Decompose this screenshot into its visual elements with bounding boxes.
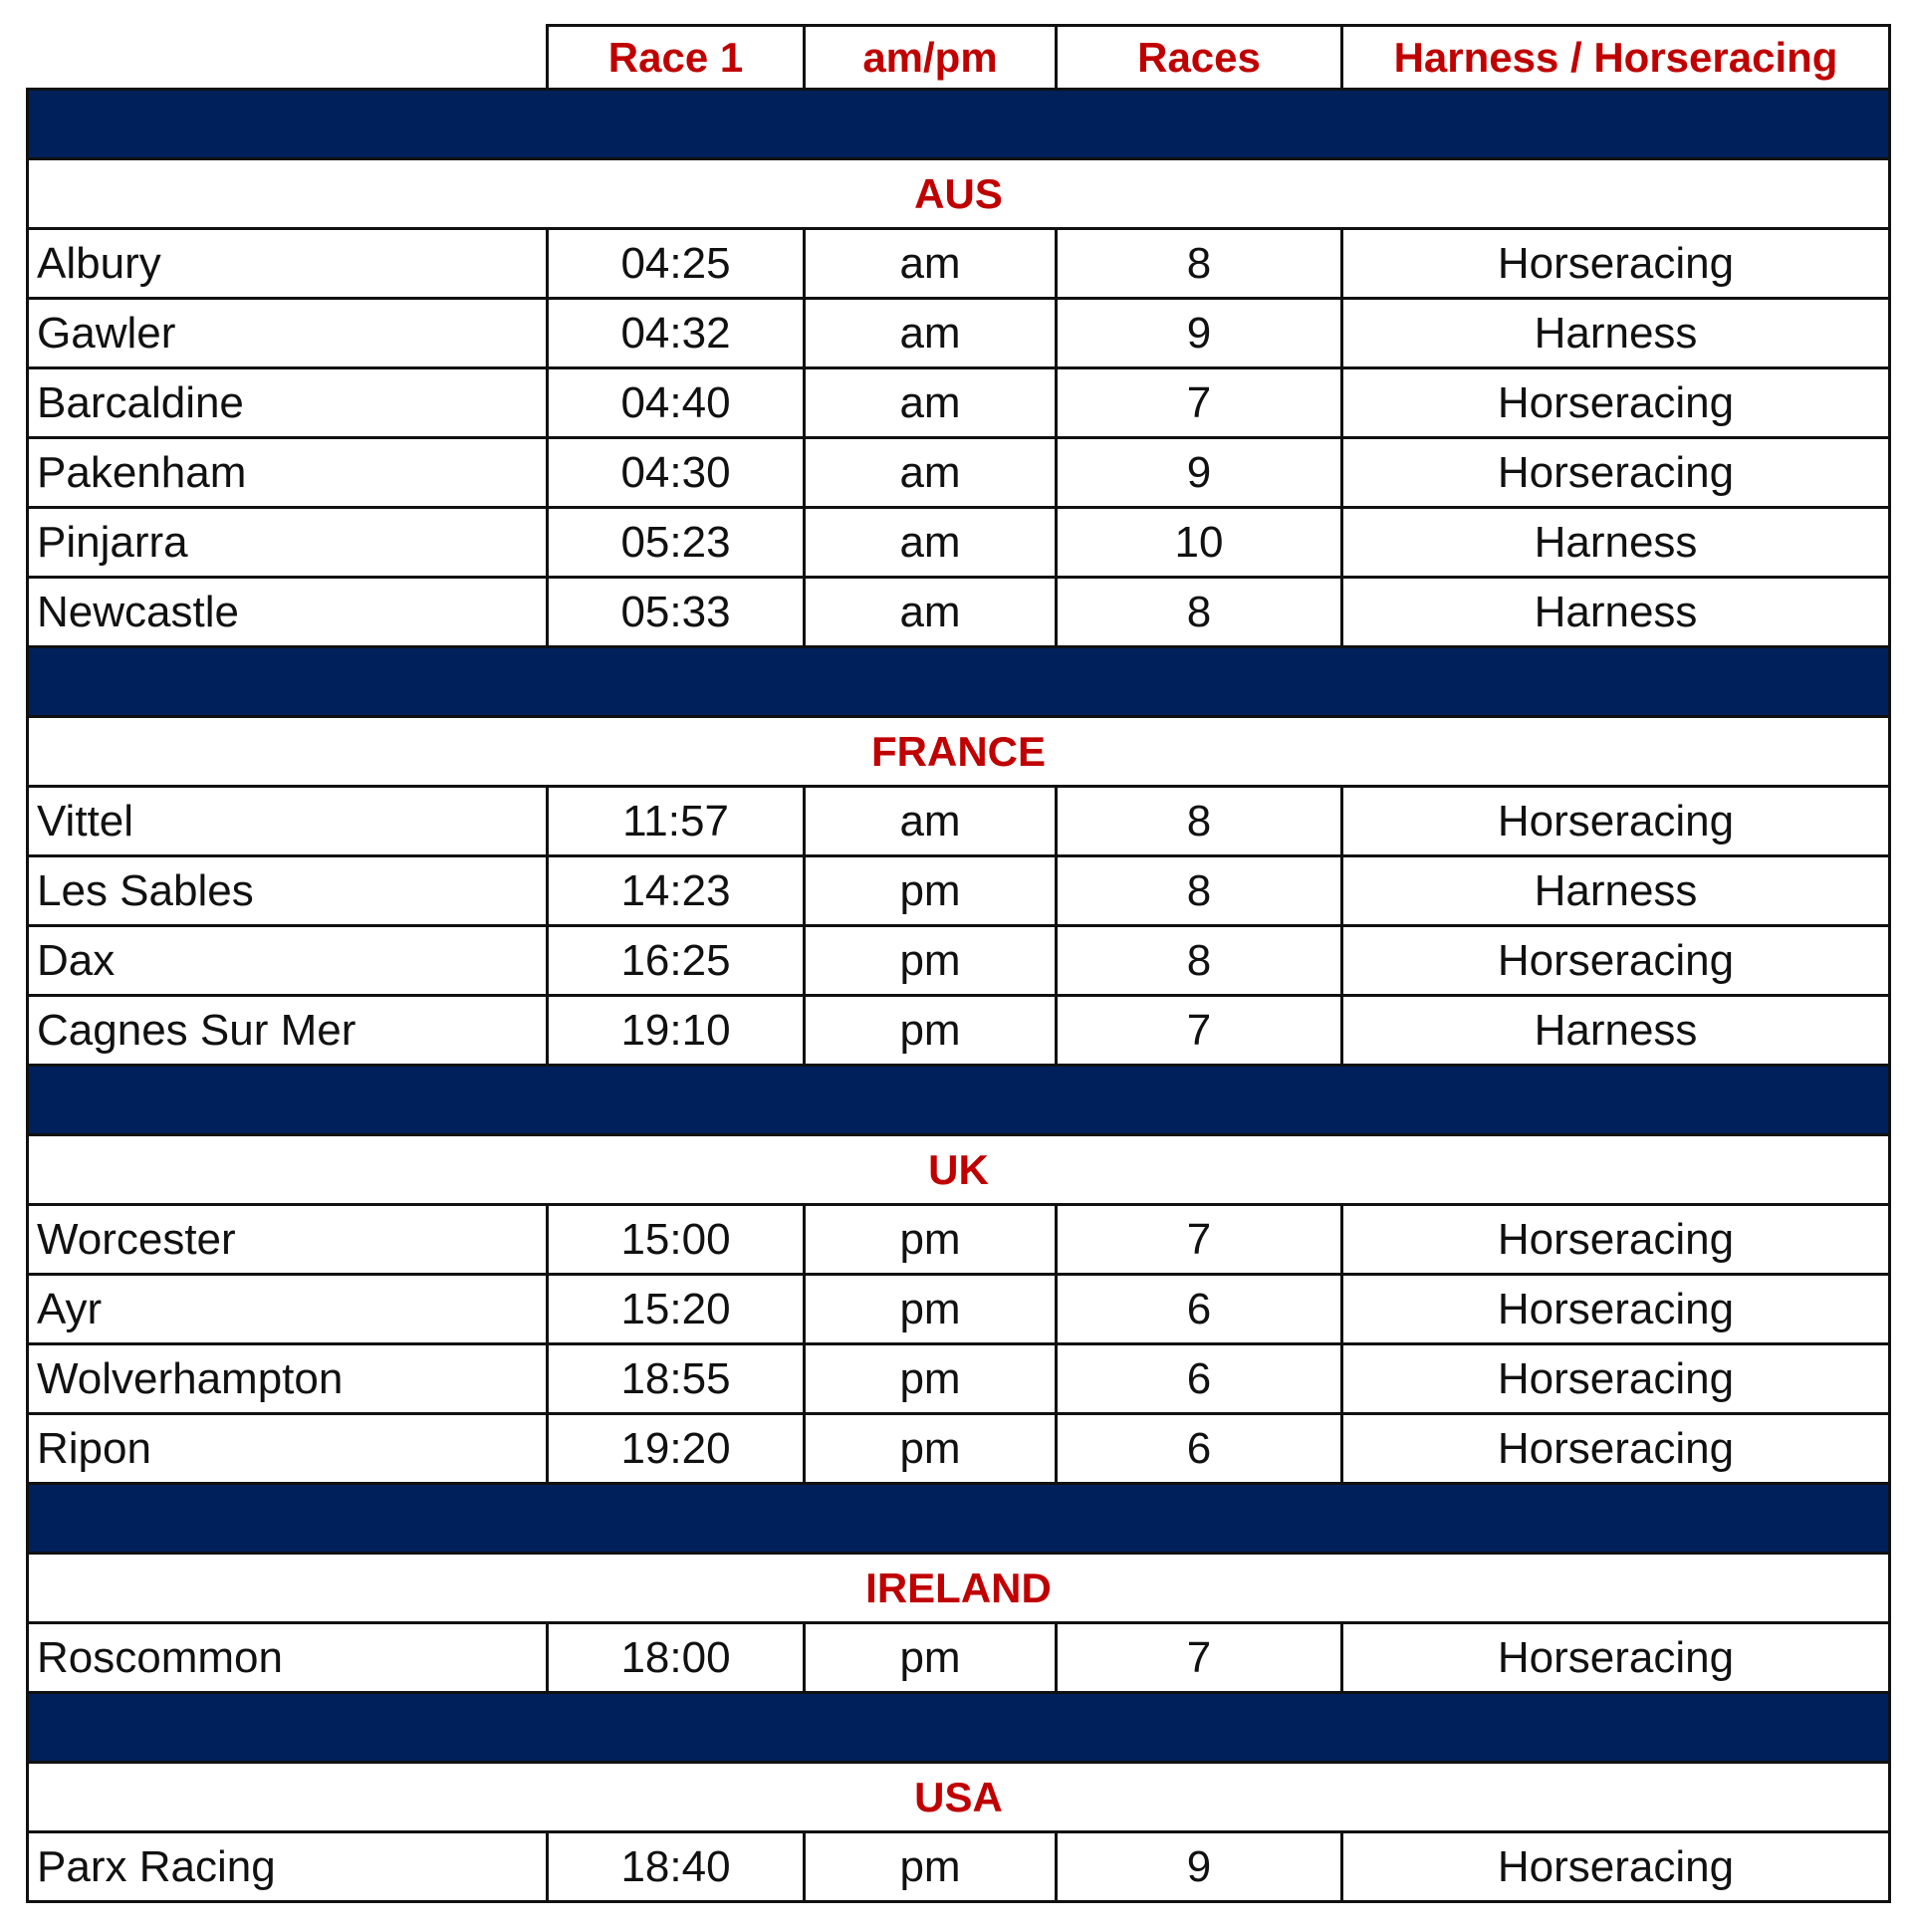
race1-time-cell: 04:30 bbox=[548, 438, 805, 508]
races-count-cell: 8 bbox=[1057, 578, 1342, 647]
section-divider-band bbox=[28, 647, 1890, 717]
race-schedule-table bbox=[26, 24, 1891, 1903]
race-type-cell: Harness bbox=[1342, 856, 1890, 926]
section-heading: AUS bbox=[28, 159, 1890, 229]
races-count-cell: 6 bbox=[1057, 1344, 1342, 1414]
race1-time-cell: 15:00 bbox=[548, 1205, 805, 1275]
race1-time-cell: 05:23 bbox=[548, 508, 805, 578]
section-heading-row bbox=[28, 1554, 1890, 1623]
section-heading-row bbox=[28, 1135, 1890, 1205]
table-row bbox=[28, 1414, 1890, 1484]
venue-cell: Barcaldine bbox=[28, 368, 548, 438]
section-heading-row bbox=[28, 159, 1890, 229]
venue-cell: Vittel bbox=[28, 787, 548, 856]
ampm-cell: pm bbox=[805, 1205, 1057, 1275]
races-count-cell: 8 bbox=[1057, 787, 1342, 856]
race-type-cell: Harness bbox=[1342, 996, 1890, 1066]
races-count-cell: 7 bbox=[1057, 1623, 1342, 1693]
table-row bbox=[28, 787, 1890, 856]
race-type-cell: Horseracing bbox=[1342, 438, 1890, 508]
race-type-cell: Harness bbox=[1342, 508, 1890, 578]
race1-time-cell: 04:40 bbox=[548, 368, 805, 438]
race-type-cell: Horseracing bbox=[1342, 1344, 1890, 1414]
race-type-cell: Horseracing bbox=[1342, 1275, 1890, 1344]
races-count-cell: 8 bbox=[1057, 229, 1342, 299]
venue-cell: Albury bbox=[28, 229, 548, 299]
venue-cell: Newcastle bbox=[28, 578, 548, 647]
venue-cell: Parx Racing bbox=[28, 1832, 548, 1902]
ampm-cell: am bbox=[805, 578, 1057, 647]
ampm-cell: am bbox=[805, 787, 1057, 856]
divider-cell bbox=[28, 1693, 1890, 1763]
schedule-wrapper bbox=[26, 24, 1888, 1903]
races-count-cell: 6 bbox=[1057, 1414, 1342, 1484]
race1-time-cell: 15:20 bbox=[548, 1275, 805, 1344]
venue-cell: Cagnes Sur Mer bbox=[28, 996, 548, 1066]
race-type-cell: Horseracing bbox=[1342, 229, 1890, 299]
races-count-cell: 9 bbox=[1057, 299, 1342, 368]
venue-cell: Pakenham bbox=[28, 438, 548, 508]
header-row bbox=[28, 26, 1890, 90]
ampm-cell: am bbox=[805, 229, 1057, 299]
section-heading: USA bbox=[28, 1763, 1890, 1832]
table-body bbox=[28, 90, 1890, 1902]
race1-time-cell: 19:20 bbox=[548, 1414, 805, 1484]
table-row bbox=[28, 508, 1890, 578]
race1-time-cell: 18:40 bbox=[548, 1832, 805, 1902]
venue-cell: Worcester bbox=[28, 1205, 548, 1275]
ampm-cell: pm bbox=[805, 1344, 1057, 1414]
table-row bbox=[28, 368, 1890, 438]
section-heading-row bbox=[28, 1763, 1890, 1832]
venue-cell: Ayr bbox=[28, 1275, 548, 1344]
divider-cell bbox=[28, 90, 1890, 159]
ampm-cell: am bbox=[805, 508, 1057, 578]
races-count-cell: 9 bbox=[1057, 438, 1342, 508]
divider-cell bbox=[28, 1484, 1890, 1554]
table-row bbox=[28, 1275, 1890, 1344]
races-count-cell: 10 bbox=[1057, 508, 1342, 578]
table-row bbox=[28, 438, 1890, 508]
race-type-cell: Horseracing bbox=[1342, 926, 1890, 996]
venue-cell: Gawler bbox=[28, 299, 548, 368]
table-row bbox=[28, 926, 1890, 996]
race1-time-cell: 19:10 bbox=[548, 996, 805, 1066]
section-divider-band bbox=[28, 1693, 1890, 1763]
race-type-cell: Harness bbox=[1342, 578, 1890, 647]
race-type-cell: Horseracing bbox=[1342, 787, 1890, 856]
divider-cell bbox=[28, 1066, 1890, 1135]
race1-time-cell: 18:00 bbox=[548, 1623, 805, 1693]
table-row bbox=[28, 1344, 1890, 1414]
race-type-cell: Horseracing bbox=[1342, 1623, 1890, 1693]
section-heading: UK bbox=[28, 1135, 1890, 1205]
ampm-cell: pm bbox=[805, 1832, 1057, 1902]
venue-cell: Roscommon bbox=[28, 1623, 548, 1693]
header-races: Races bbox=[1057, 26, 1342, 90]
header-type: Harness / Horseracing bbox=[1342, 26, 1890, 90]
race1-time-cell: 11:57 bbox=[548, 787, 805, 856]
section-heading: FRANCE bbox=[28, 717, 1890, 787]
ampm-cell: pm bbox=[805, 1275, 1057, 1344]
venue-cell: Pinjarra bbox=[28, 508, 548, 578]
header-race1: Race 1 bbox=[548, 26, 805, 90]
table-row bbox=[28, 996, 1890, 1066]
races-count-cell: 7 bbox=[1057, 368, 1342, 438]
venue-cell: Dax bbox=[28, 926, 548, 996]
venue-cell: Wolverhampton bbox=[28, 1344, 548, 1414]
races-count-cell: 9 bbox=[1057, 1832, 1342, 1902]
divider-cell bbox=[28, 647, 1890, 717]
race1-time-cell: 04:32 bbox=[548, 299, 805, 368]
race-type-cell: Harness bbox=[1342, 299, 1890, 368]
races-count-cell: 6 bbox=[1057, 1275, 1342, 1344]
venue-cell: Les Sables bbox=[28, 856, 548, 926]
table-row bbox=[28, 578, 1890, 647]
race1-time-cell: 14:23 bbox=[548, 856, 805, 926]
section-divider-band bbox=[28, 1484, 1890, 1554]
race-type-cell: Horseracing bbox=[1342, 1205, 1890, 1275]
ampm-cell: pm bbox=[805, 926, 1057, 996]
venue-cell: Ripon bbox=[28, 1414, 548, 1484]
ampm-cell: am bbox=[805, 299, 1057, 368]
table-row bbox=[28, 1832, 1890, 1902]
section-heading-row bbox=[28, 717, 1890, 787]
section-divider-band bbox=[28, 1066, 1890, 1135]
ampm-cell: am bbox=[805, 368, 1057, 438]
race1-time-cell: 05:33 bbox=[548, 578, 805, 647]
ampm-cell: pm bbox=[805, 996, 1057, 1066]
races-count-cell: 8 bbox=[1057, 856, 1342, 926]
header-blank-cell bbox=[28, 26, 548, 90]
race-type-cell: Horseracing bbox=[1342, 1832, 1890, 1902]
ampm-cell: pm bbox=[805, 856, 1057, 926]
race1-time-cell: 18:55 bbox=[548, 1344, 805, 1414]
race1-time-cell: 16:25 bbox=[548, 926, 805, 996]
table-row bbox=[28, 229, 1890, 299]
header-ampm: am/pm bbox=[805, 26, 1057, 90]
table-header bbox=[28, 26, 1890, 90]
race-type-cell: Horseracing bbox=[1342, 368, 1890, 438]
table-row bbox=[28, 299, 1890, 368]
ampm-cell: pm bbox=[805, 1623, 1057, 1693]
races-count-cell: 7 bbox=[1057, 996, 1342, 1066]
ampm-cell: am bbox=[805, 438, 1057, 508]
table-row bbox=[28, 1205, 1890, 1275]
race1-time-cell: 04:25 bbox=[548, 229, 805, 299]
ampm-cell: pm bbox=[805, 1414, 1057, 1484]
table-row bbox=[28, 856, 1890, 926]
table-row bbox=[28, 1623, 1890, 1693]
races-count-cell: 8 bbox=[1057, 926, 1342, 996]
races-count-cell: 7 bbox=[1057, 1205, 1342, 1275]
race-type-cell: Horseracing bbox=[1342, 1414, 1890, 1484]
section-heading: IRELAND bbox=[28, 1554, 1890, 1623]
section-divider-band bbox=[28, 90, 1890, 159]
